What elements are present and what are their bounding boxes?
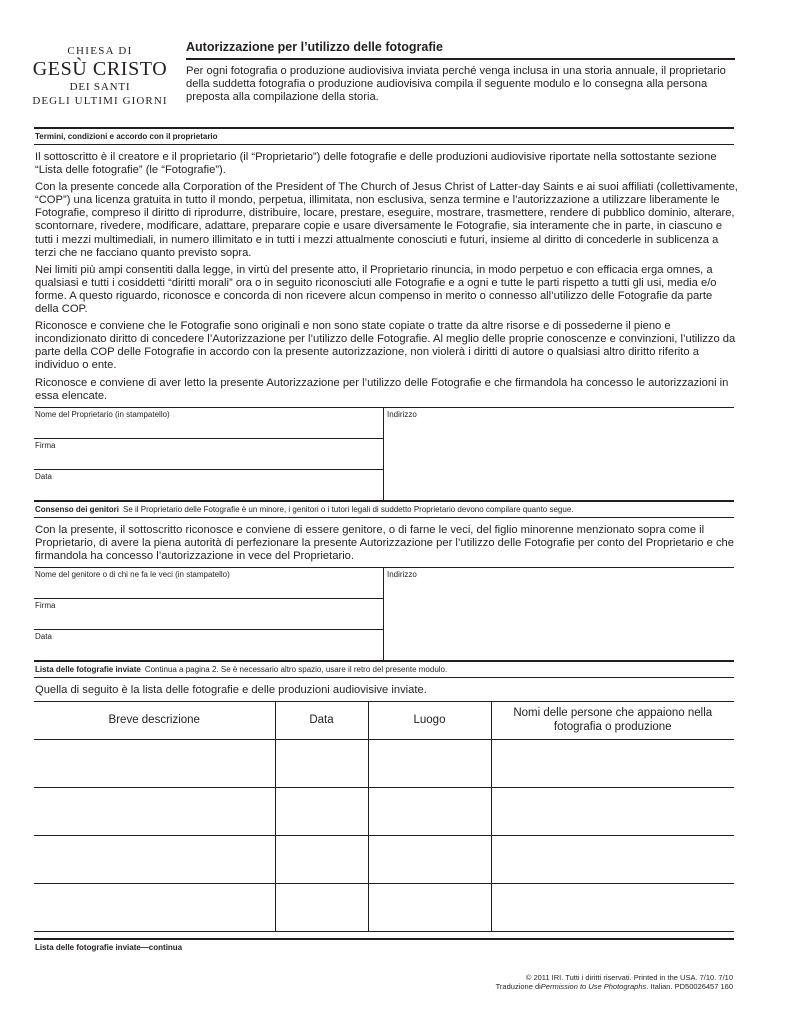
date-cell[interactable] [275, 787, 368, 835]
terms-paragraph: Con la presente concede alla Corporation of the President of The Church of Jesus Christ of Latter-day Saints e ai suoi affiliati (collettivamente, “COP”) una licenza gratuita in tutto il mondo, perpetua, illimitata, non esclusiva, senza termine e l’autorizzazione a utilizzare liberamente le Fotografie, compreso il diritto di riprodurre, distribuire, locare, prestare, eseguire, mostrare, trasmettere, rendere di pubblico dominio, alterare, scontornare, rivedere, modificare, adattare, preparare copie e usare diversamente le Fotografie, sia interamente che in parte, in ciascuno e tutti i mezzi multimediali, in numero illimitato e in tutti i mezzi attualmente conosciuti e futuri, insieme al diritto di concederle in sublicenza a terzi che ne facciano quanto previsto sopra. [35, 181, 738, 259]
photo-list-intro: Quella di seguito è la lista delle fotografie e delle produzioni audiovisive inviate. [35, 684, 427, 696]
parent-name-field[interactable]: Nome del genitore o di chi ne fa le veci (in stampatello) [35, 570, 230, 579]
column-header-people: Nomi delle persone che appaiono nella fotografia o produzione [491, 701, 734, 739]
terms-text [35, 151, 738, 407]
translation-note: Traduzione diPermission to Use Photographs. Italian. PD50026457 160 [495, 982, 733, 991]
title-divider [186, 58, 735, 60]
terms-paragraph: Riconosce e conviene che le Fotografie sono originali e non sono state copiate o tratte da altre risorse e di possederne il pieno e incondizionato diritto di concedere l’Autorizzazione per l’utilizzo delle Fotografie. Al meglio delle proprie conoscenze e convinzioni, l’utilizzo da parte della COP delle Fotografie in accordo con la presente autorizzazione, non violerà i diritti di autore o qualsiasi altro diritto riferito a individuo o ente. [35, 320, 736, 372]
place-cell[interactable] [368, 787, 491, 835]
table-row [34, 787, 734, 835]
terms-top-divider [34, 127, 734, 129]
people-cell[interactable] [491, 787, 734, 835]
table-row [34, 835, 734, 883]
owner-address-field[interactable]: Indirizzo [387, 410, 417, 419]
column-header-description: Breve descrizione [34, 701, 275, 739]
parent-name-line [34, 598, 383, 599]
column-header-date: Data [275, 701, 368, 739]
parent-heading: Consenso dei genitori Se il Proprietario delle Fotografie è un minore, i genitori o i tutori legali di suddetto Proprietario devono compilare quanto segue. [35, 505, 574, 514]
document-title: Autorizzazione per l’utilizzo delle fotografie [186, 40, 443, 54]
parent-signature-line [34, 629, 383, 630]
date-cell[interactable] [275, 739, 368, 787]
terms-paragraph: Nei limiti più ampi consentiti dalla legge, in virtù del presente atto, il Proprietario rinuncia, in modo perpetuo e con efficacia erga omnes, a qualsiasi e tutti i cosiddetti “diritti morali” ora o in seguito riconosciuti alle Fotografie e a ogni e tutte le parti rispetto a tutti gli usi, media e/o forme. A questo riguardo, riconosce e concorda di non ricevere alcun compenso in merito o connesso all’utilizzo delle Fotografie da parte della COP. [35, 263, 717, 316]
date-cell[interactable] [275, 883, 368, 931]
people-cell[interactable] [491, 835, 734, 883]
place-cell[interactable] [368, 835, 491, 883]
people-cell[interactable] [491, 883, 734, 931]
continued-heading: Lista delle fotografie inviate—continua [35, 943, 183, 952]
terms-heading-divider [34, 144, 734, 145]
table-row [34, 883, 734, 931]
original-title: Permission to Use Photographs [540, 982, 647, 991]
parent-fields-column-divider [383, 567, 384, 660]
parent-heading-note: Se il Proprietario delle Fotografie è un minore, i genitori o i tutori legali di suddetto Proprietario devono compilare quanto segue. [123, 505, 574, 514]
logo-line-3: DEI SANTI [69, 81, 131, 93]
owner-fields-top-divider [34, 407, 734, 408]
continued-divider [34, 938, 734, 940]
photo-list-heading: Lista delle fotografie inviate Continua a pagina 2. Se è necessario altro spazio, usare il retro del presente modulo. [35, 665, 448, 674]
description-cell[interactable] [34, 787, 275, 835]
terms-heading: Termini, condizioni e accordo con il proprietario [35, 132, 218, 141]
owner-signature-line [34, 469, 383, 470]
photo-list-heading-divider [34, 677, 734, 678]
photo-table-header-row [34, 701, 734, 739]
page-footer [496, 973, 733, 991]
parent-signature-field[interactable]: Firma [35, 601, 56, 610]
people-cell[interactable] [491, 739, 734, 787]
owner-fields-column-divider [383, 407, 384, 500]
terms-paragraph: Riconosce e conviene di aver letto la presente Autorizzazione per l’utilizzo delle Fotografie e che firmandola ha concesso le autorizzazioni in essa elencate. [35, 376, 729, 402]
copyright-text: © 2011 IRI. Tutti i diritti riservati. Printed in the USA. 7/10. 7/10 [525, 973, 733, 982]
table-row [34, 739, 734, 787]
description-cell[interactable] [34, 835, 275, 883]
logo-line-2: GESÙ CRISTO [32, 58, 168, 80]
owner-name-field[interactable]: Nome del Proprietario (in stampatello) [35, 410, 170, 419]
photo-list-table [34, 701, 734, 932]
logo-line-4: DEGLI ULTIMI GIORNI [32, 95, 168, 107]
terms-paragraph: Il sottoscritto è il creatore e il proprietario (il “Proprietario”) delle fotografie e delle produzioni audiovisive riportate nella sottostante sezione “Lista delle fotografie” (le “Fotografie”). [35, 151, 717, 177]
description-cell[interactable] [34, 883, 275, 931]
owner-date-field[interactable]: Data [35, 472, 52, 481]
column-header-place: Luogo [368, 701, 491, 739]
parent-fields-top-divider [34, 567, 734, 568]
owner-signature-field[interactable]: Firma [35, 441, 56, 450]
photo-list-heading-note: Continua a pagina 2. Se è necessario altro spazio, usare il retro del presente modulo. [144, 665, 448, 674]
date-cell[interactable] [275, 835, 368, 883]
parent-address-field[interactable]: Indirizzo [387, 570, 417, 579]
parent-heading-divider [34, 517, 734, 518]
parent-top-divider [34, 500, 734, 502]
description-cell[interactable] [34, 739, 275, 787]
owner-name-line [34, 438, 383, 439]
parent-date-field[interactable]: Data [35, 632, 52, 641]
parent-text: Con la presente, il sottoscritto riconosce e conviene di essere genitore, o di farne le veci, del figlio minorenne menzionato sopra come il Proprietario, di avere la piena autorità di perfezionare la presente Autorizzazione per l’utilizzo delle Fotografie per conto del Proprietario e che firmandola ha concesso l’autorizzazione in vece del Proprietario. [35, 524, 734, 563]
logo-line-1: CHIESA DI [67, 45, 133, 57]
intro-text: Per ogni fotografia o produzione audiovisiva inviata perché venga inclusa in una storia annuale, il proprietario della suddetta fotografia o produzione audiovisiva compila il seguente modulo e lo consegna alla persona preposta alla compilazione della storia. [186, 65, 726, 104]
place-cell[interactable] [368, 883, 491, 931]
photo-list-top-divider [34, 660, 734, 662]
church-logo [28, 44, 172, 108]
place-cell[interactable] [368, 739, 491, 787]
